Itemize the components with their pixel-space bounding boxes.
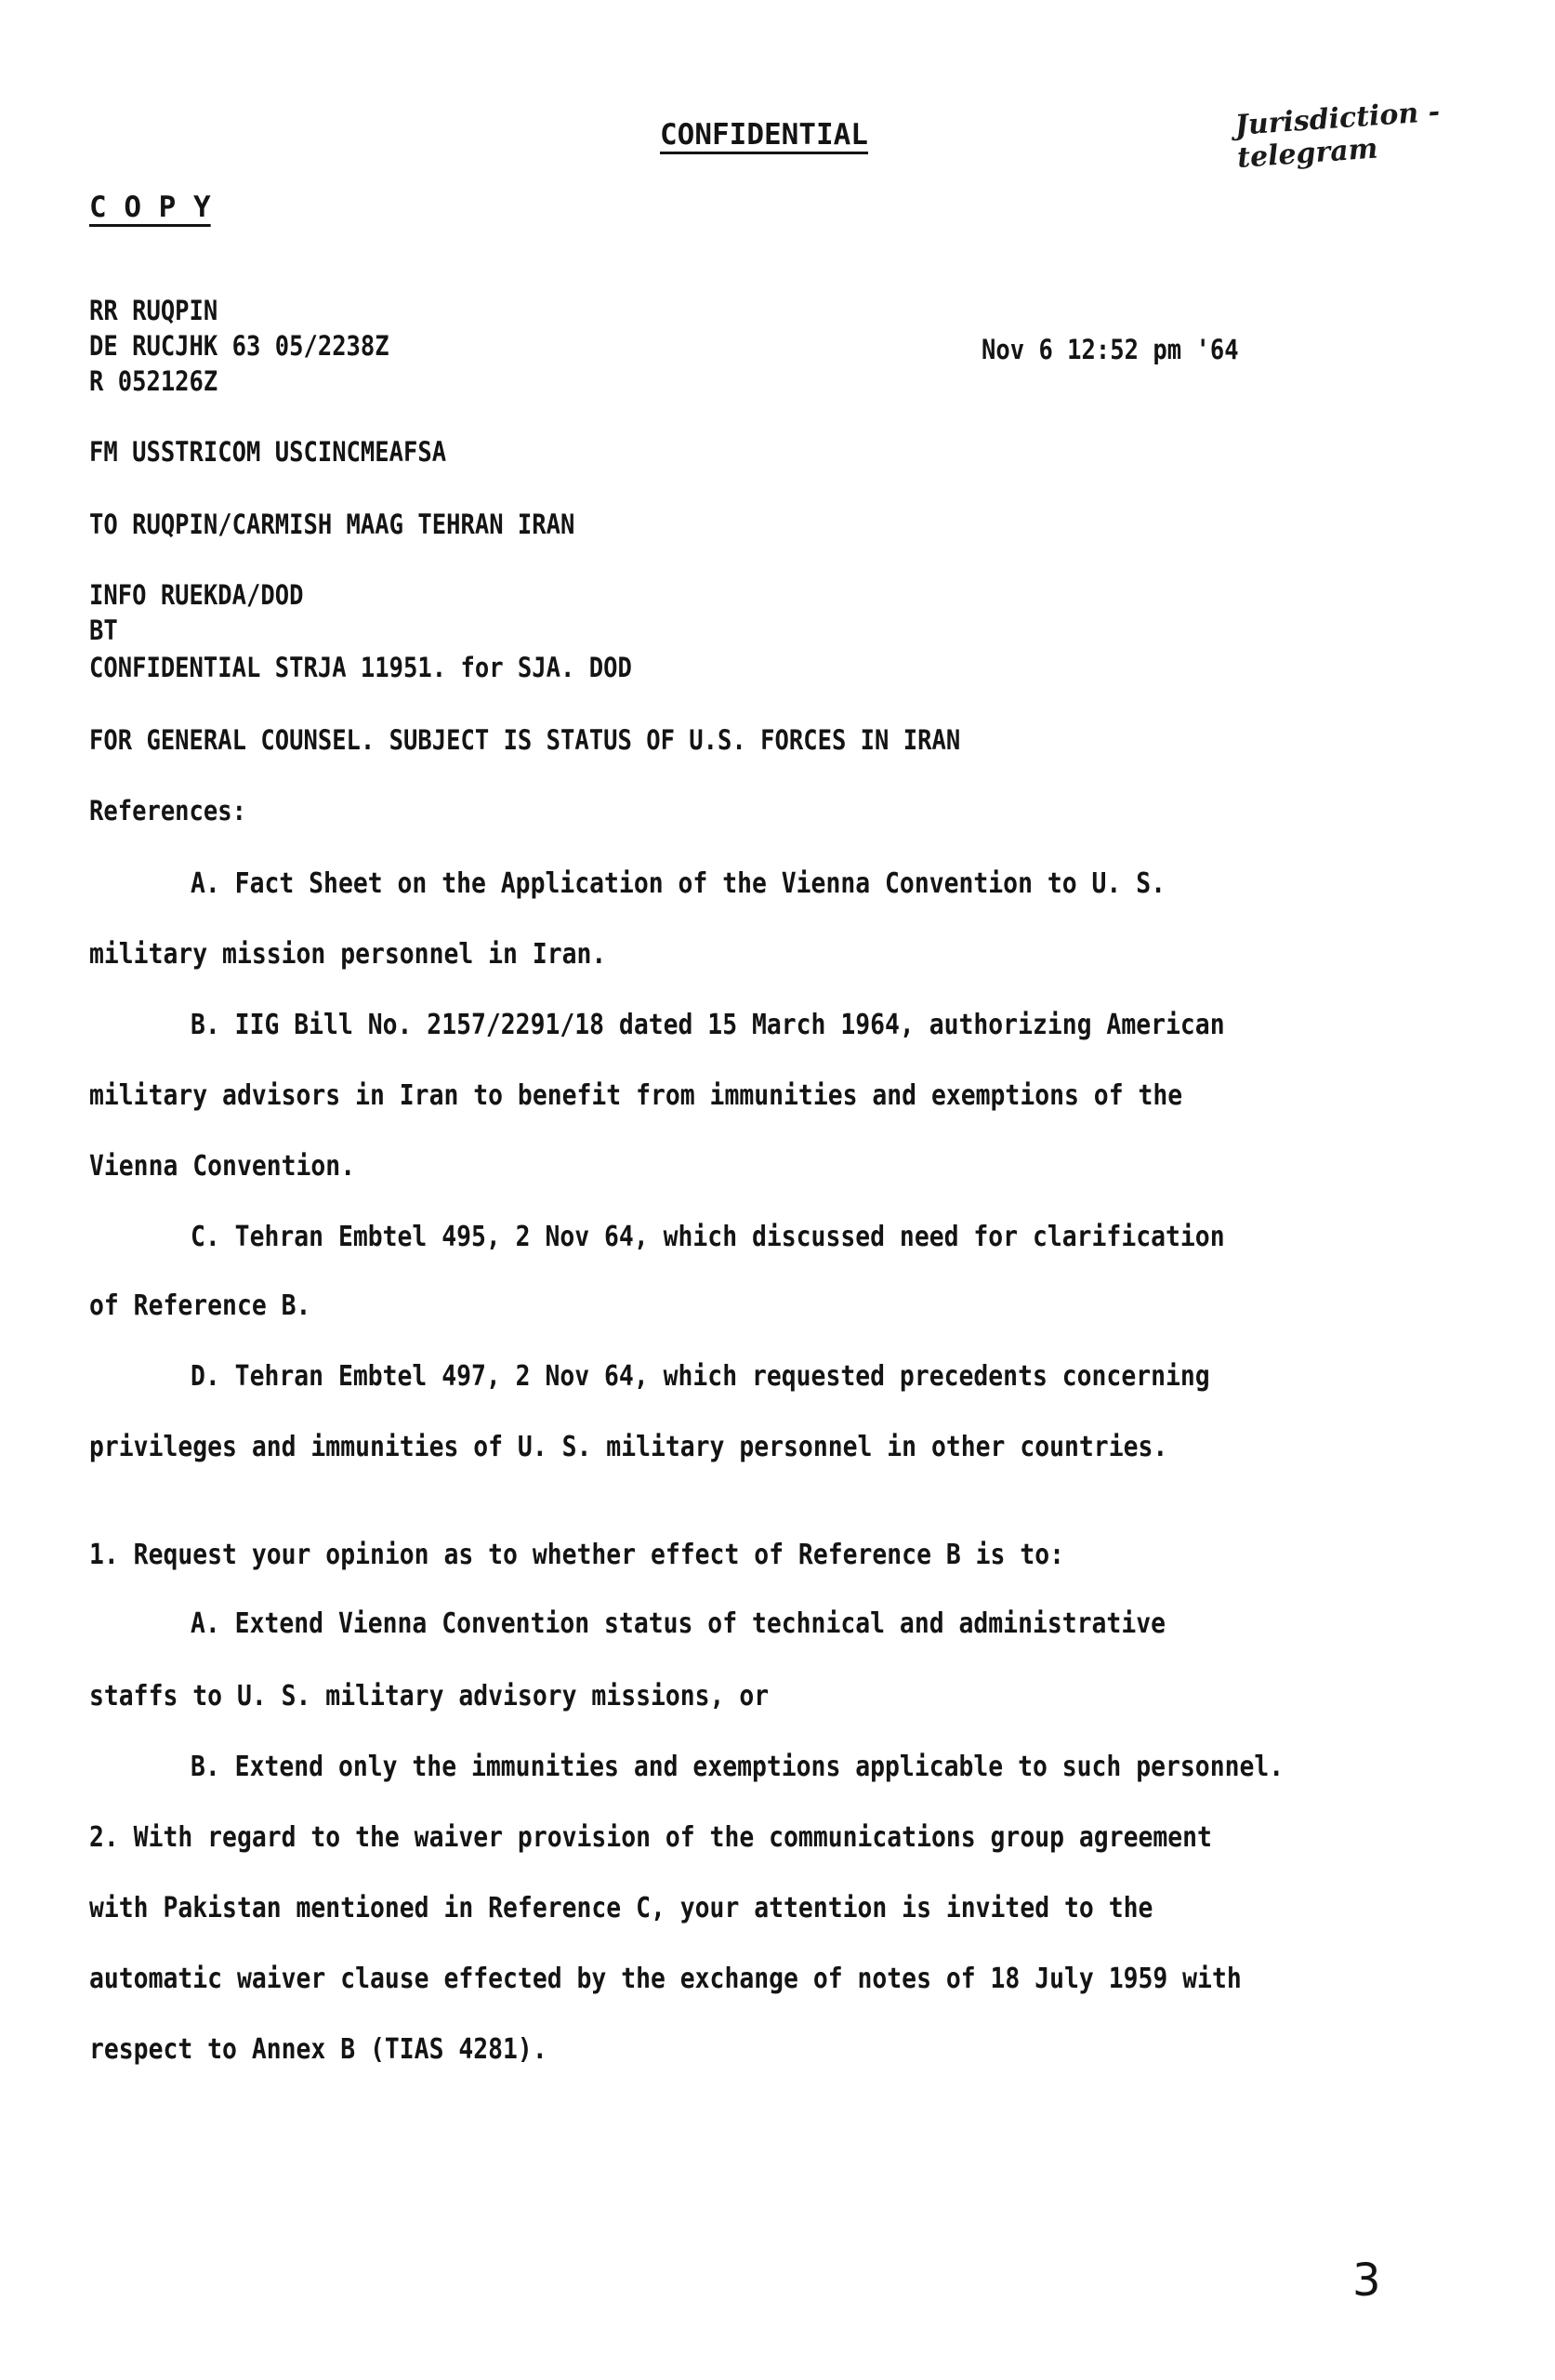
body-line-ref-d: D. Tehran Embtel 497, 2 Nov 64, which requested precedents concerning bbox=[191, 1360, 1210, 1393]
body-line: privileges and immunities of U. S. military personnel in other countries. bbox=[89, 1431, 1168, 1463]
body-line: staffs to U. S. military advisory missions, or bbox=[89, 1680, 770, 1712]
body-line: automatic waiver clause effected by the exchange of notes of 18 July 1959 with bbox=[89, 1963, 1242, 1995]
body-line-ref-a: A. Fact Sheet on the Application of the Vienna Convention to U. S. bbox=[191, 867, 1166, 900]
classification-header: CONFIDENTIAL bbox=[660, 118, 868, 152]
handwritten-annotation: Jurisdiction - telegram bbox=[1233, 95, 1442, 175]
subject-line: FOR GENERAL COUNSEL. SUBJECT IS STATUS OF U.S. FORCES IN IRAN bbox=[89, 724, 961, 756]
routing-line-2: DE RUCJHK 63 05/2238Z bbox=[89, 330, 389, 362]
body-line: respect to Annex B (TIAS 4281). bbox=[89, 2033, 547, 2066]
body-line: of Reference B. bbox=[89, 1289, 311, 1322]
body-line: with Pakistan mentioned in Reference C, your attention is invited to the bbox=[89, 1892, 1153, 1924]
body-line: military advisors in Iran to benefit from immunities and exemptions of the bbox=[89, 1079, 1183, 1112]
from-line: FM USSTRICOM USCINCMEAFSA bbox=[89, 436, 447, 468]
body-line: Vienna Convention. bbox=[89, 1150, 356, 1183]
body-line: military mission personnel in Iran. bbox=[89, 938, 607, 971]
bt-line: BT bbox=[89, 615, 118, 646]
routing-line-1: RR RUQPIN bbox=[89, 295, 218, 326]
caption-line: CONFIDENTIAL STRJA 11951. for SJA. DOD bbox=[89, 652, 632, 683]
info-line: INFO RUEKDA/DOD bbox=[89, 579, 304, 611]
to-line: TO RUQPIN/CARMISH MAAG TEHRAN IRAN bbox=[89, 509, 575, 540]
body-line-ref-b: B. IIG Bill No. 2157/2291/18 dated 15 March 1964, authorizing American bbox=[191, 1009, 1225, 1041]
references-heading: References: bbox=[89, 795, 247, 826]
paragraph-1-option-a: A. Extend Vienna Convention status of technical and administrative bbox=[191, 1607, 1166, 1640]
paragraph-1-option-b: B. Extend only the immunities and exemptions applicable to such personnel. bbox=[191, 1751, 1285, 1783]
page-number: 3 bbox=[1352, 2254, 1381, 2307]
copy-mark: C O P Y bbox=[89, 191, 211, 224]
paragraph-1: 1. Request your opinion as to whether effect of Reference B is to: bbox=[89, 1539, 1065, 1571]
received-timestamp: Nov 6 12:52 pm '64 bbox=[982, 334, 1239, 365]
routing-line-3: R 052126Z bbox=[89, 365, 218, 397]
body-line-ref-c: C. Tehran Embtel 495, 2 Nov 64, which discussed need for clarification bbox=[191, 1221, 1225, 1253]
paragraph-2: 2. With regard to the waiver provision of the communications group agreement bbox=[89, 1821, 1212, 1854]
